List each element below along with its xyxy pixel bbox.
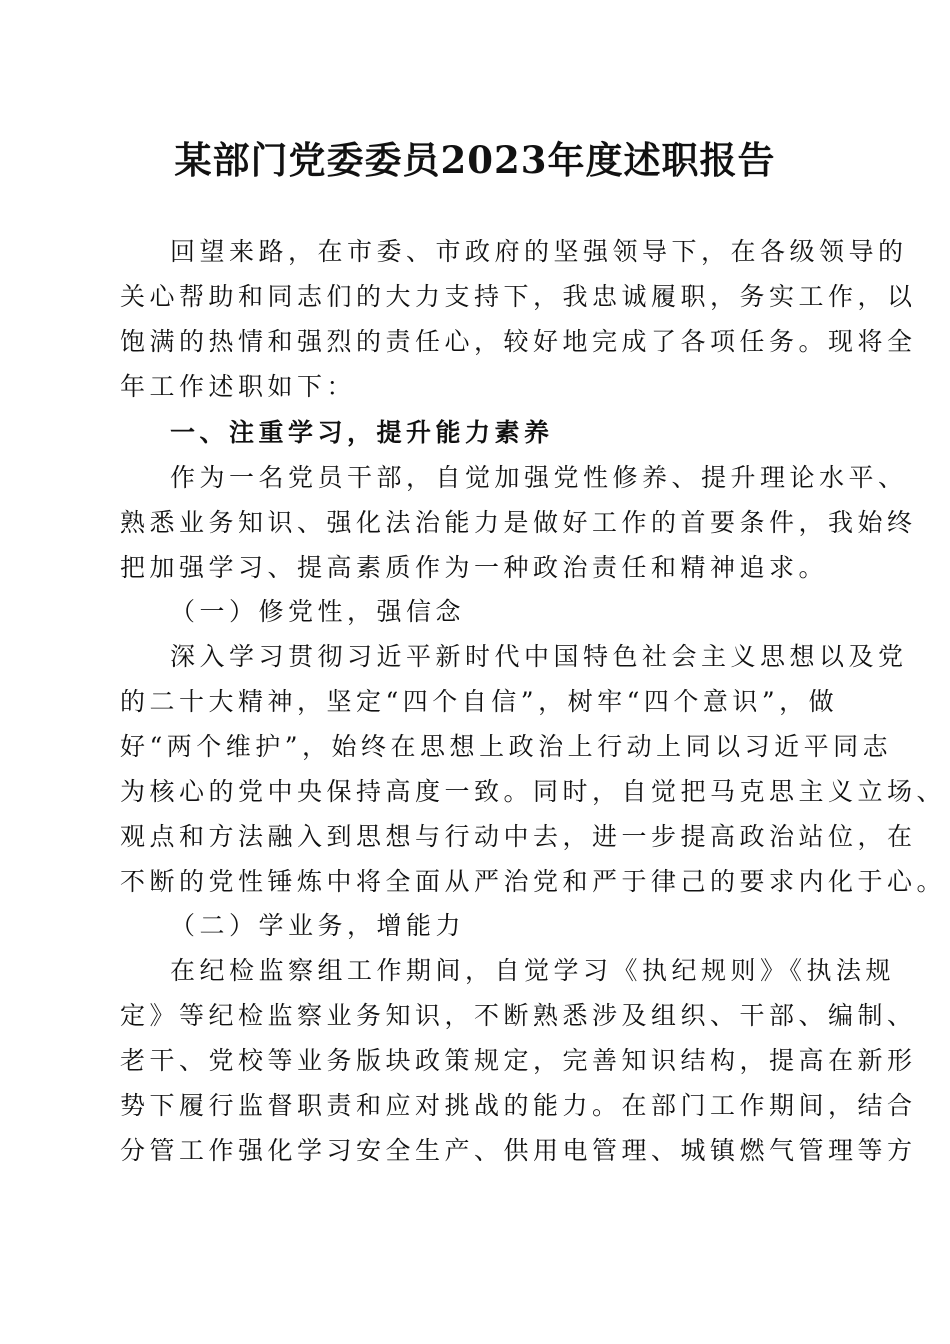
paragraph-line: 为核心的党中央保持高度一致。同时，自觉把马克思主义立场、	[120, 777, 947, 806]
paragraph-line: 深入学习贯彻习近平新时代中国特色社会主义思想以及党	[170, 642, 908, 671]
paragraph-line: 定》等纪检监察业务知识，不断熟悉涉及组织、干部、编制、	[120, 1001, 917, 1030]
paragraph-line: 好“两个维护”，始终在思想上政治上行动上同以习近平同志	[120, 732, 893, 761]
document-title: 某部门党委委员2023年度述职报告	[174, 138, 776, 182]
paragraph-line: 不断的党性锤炼中将全面从严治党和严于律己的要求内化于心。	[120, 867, 947, 896]
subsection-heading: （一）修党性，强信念	[170, 597, 466, 626]
paragraph-line: 作为一名党员干部，自觉加强党性修养、提升理论水平、	[170, 463, 908, 492]
paragraph-line: 回望来路，在市委、市政府的坚强领导下，在各级领导的	[170, 237, 908, 266]
paragraph-line: 观点和方法融入到思想与行动中去，进一步提高政治站位，在	[120, 822, 917, 851]
paragraph-line: 势下履行监督职责和应对挑战的能力。在部门工作期间，结合	[120, 1091, 917, 1120]
paragraph-line: 年工作述职如下：	[120, 372, 357, 401]
paragraph-line: 关心帮助和同志们的大力支持下，我忠诚履职，务实工作，以	[120, 282, 917, 311]
section-heading: 一、注重学习，提升能力素养	[170, 418, 554, 447]
paragraph-line: 分管工作强化学习安全生产、供用电管理、城镇燃气管理等方	[120, 1136, 917, 1165]
paragraph-line: 饱满的热情和强烈的责任心，较好地完成了各项任务。现将全	[120, 327, 917, 356]
paragraph-line: 在纪检监察组工作期间，自觉学习《执纪规则》《执法规	[170, 956, 896, 985]
paragraph-line: 熟悉业务知识、强化法治能力是做好工作的首要条件，我始终	[120, 508, 917, 537]
paragraph-line: 把加强学习、提高素质作为一种政治责任和精神追求。	[120, 553, 829, 582]
paragraph-line: 的二十大精神，坚定“四个自信”，树牢“四个意识”，做	[120, 687, 839, 716]
subsection-heading: （二）学业务，增能力	[170, 911, 466, 940]
paragraph-line: 老干、党校等业务版块政策规定，完善知识结构，提高在新形	[120, 1046, 917, 1075]
